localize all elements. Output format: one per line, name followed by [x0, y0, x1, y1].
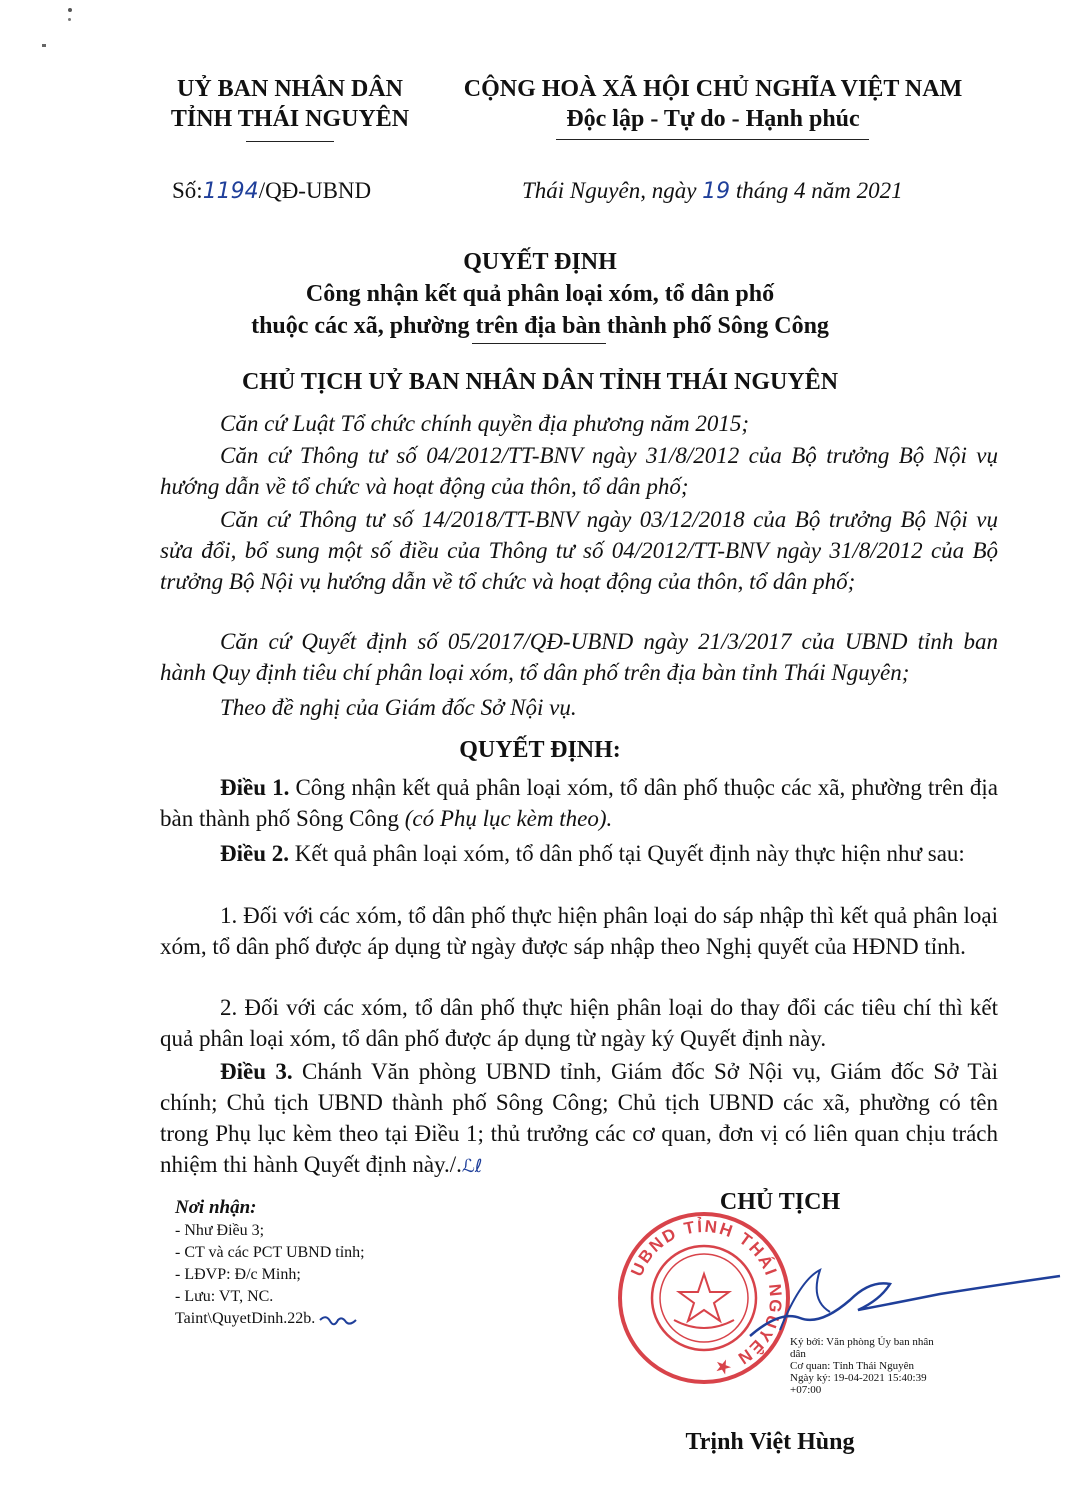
article-1-label: Điều 1. — [220, 775, 290, 800]
recipients — [175, 1196, 475, 1330]
date-suffix: tháng 4 năm 2021 — [735, 178, 903, 203]
article-2-label: Điều 2. — [220, 841, 289, 866]
scan-mark — [42, 44, 46, 47]
handwritten-number: 1194 — [202, 179, 259, 204]
national-title — [448, 74, 978, 134]
recipient-item: - CT và các PCT UBND tỉnh; — [175, 1244, 365, 1261]
recipient-item: - Lưu: VT, NC. — [175, 1288, 274, 1305]
title-sub2: thuộc các xã, phường trên địa bàn thành phố Sông Công — [251, 313, 829, 339]
basis-5: Theo đề nghị của Giám đốc Sở Nội vụ. — [220, 695, 577, 720]
authority: CHỦ TỊCH UỶ BAN NHÂN DÂN TỈNH THÁI NGUYÊN — [241, 369, 839, 395]
article-1-note: (có Phụ lục kèm theo). — [404, 806, 613, 831]
signer-name: Trịnh Việt Hùng — [685, 1429, 855, 1455]
date-prefix: Thái Nguyên, ngày — [522, 178, 697, 203]
file-reference: Taint\QuyetDinh.22b. — [175, 1310, 316, 1327]
basis-1: Căn cứ Luật Tổ chức chính quyền địa phương năm 2015; — [220, 411, 750, 436]
national-name: CỘNG HOÀ XÃ HỘI CHỦ NGHĨA VIỆT NAM — [463, 76, 963, 102]
article-1-text: Công nhận kết quả phân loại xóm, tổ dân phố thuộc các xã, phường trên địa bàn thành phố Sông Công — [160, 775, 998, 831]
issue-date — [522, 176, 903, 207]
motto-underline — [556, 139, 869, 140]
decision-heading: QUYẾT ĐỊNH: — [459, 737, 621, 763]
title-underline — [472, 343, 606, 344]
article-3-label: Điều 3. — [220, 1059, 293, 1084]
issuer-name — [150, 74, 430, 134]
number-suffix: /QĐ-UBND — [258, 178, 372, 203]
title-main: QUYẾT ĐỊNH — [463, 249, 617, 275]
recipients-heading: Nơi nhận: — [175, 1197, 257, 1218]
issuer-line2: TỈNH THÁI NGUYÊN — [170, 106, 410, 132]
issuer-line1: UỶ BAN NHÂN DÂN — [177, 76, 403, 102]
number-prefix: Số: — [172, 178, 203, 203]
initials-mark: ℒℓ — [461, 1156, 483, 1177]
digital-signature-info — [790, 1336, 950, 1396]
recipient-item: - LĐVP: Đ/c Minh; — [175, 1266, 301, 1283]
title-sub1: Công nhận kết quả phân loại xóm, tổ dân phố — [305, 281, 775, 307]
basis-2: Căn cứ Thông tư số 04/2012/TT-BNV ngày 31/8/2012 của Bộ trưởng Bộ Nội vụ hướng dẫn về tổ chức và hoạt động của thôn, tổ dân phố; — [160, 443, 998, 499]
signer-title: CHỦ TỊCH — [719, 1189, 841, 1215]
handwritten-day: 19 — [702, 179, 731, 204]
signing-date: Ngày ký: 19-04-2021 15:40:39 +07:00 — [790, 1372, 927, 1396]
national-motto: Độc lập - Tự do - Hạnh phúc — [566, 106, 860, 132]
article-2-item-1: 1. Đối với các xóm, tổ dân phố thực hiện phân loại do sáp nhập thì kết quả phân loại xóm, tổ dân phố được áp dụng từ ngày được sáp nhập theo Nghị quyết của HĐND tỉnh. — [160, 903, 998, 959]
article-2 — [160, 838, 998, 869]
scan-mark — [68, 18, 71, 21]
article-3-text: Chánh Văn phòng UBND tỉnh, Giám đốc Sở Nội vụ, Giám đốc Sở Tài chính; Chủ tịch UBND thành phố Sông Công; Chủ tịch UBND các xã, phường có tên trong Phụ lục kèm theo tại Điều 1; thủ trưởng các cơ quan, đơn vị có liên quan chịu trách nhiệm thi hành Quyết định này./. — [160, 1059, 998, 1177]
article-3 — [160, 1056, 998, 1182]
document-title — [140, 246, 940, 342]
issuer-underline — [246, 141, 334, 142]
initials-scribble — [318, 1312, 358, 1332]
signing-agency: Cơ quan: Tỉnh Thái Nguyên — [790, 1360, 914, 1372]
recipient-item: - Như Điều 3; — [175, 1222, 265, 1239]
article-2-item-2: 2. Đối với các xóm, tổ dân phố thực hiện phân loại do thay đổi các tiêu chí thì kết quả phân loại xóm, tổ dân phố được áp dụng từ ngày ký Quyết định này. — [160, 995, 998, 1051]
scan-mark — [68, 8, 72, 12]
article-2-text: Kết quả phân loại xóm, tổ dân phố tại Quyết định này thực hiện như sau: — [289, 841, 965, 866]
svg-text:UBND TỈNH THÁI NGUYÊN ★: UBND TỈNH THÁI NGUYÊN ★ — [627, 1216, 786, 1379]
handwritten-signature — [740, 1240, 1070, 1350]
basis-4: Căn cứ Quyết định số 05/2017/QĐ-UBND ngày 21/3/2017 của UBND tỉnh ban hành Quy định tiêu chí phân loại xóm, tổ dân phố trên địa bàn tỉnh Thái Nguyên; — [160, 629, 998, 685]
article-1 — [160, 772, 998, 834]
signed-by: Ký bởi: Văn phòng Ủy ban nhân dân — [790, 1336, 934, 1360]
document-number — [172, 176, 371, 207]
basis-3: Căn cứ Thông tư số 14/2018/TT-BNV ngày 03/12/2018 của Bộ trưởng Bộ Nội vụ sửa đổi, bổ sung một số điều của Thông tư số 04/2012/TT-BNV ngày 31/8/2012 của Bộ trưởng Bộ Nội vụ hướng dẫn về tổ chức và hoạt động của thôn, tổ dân phố; — [160, 507, 998, 594]
